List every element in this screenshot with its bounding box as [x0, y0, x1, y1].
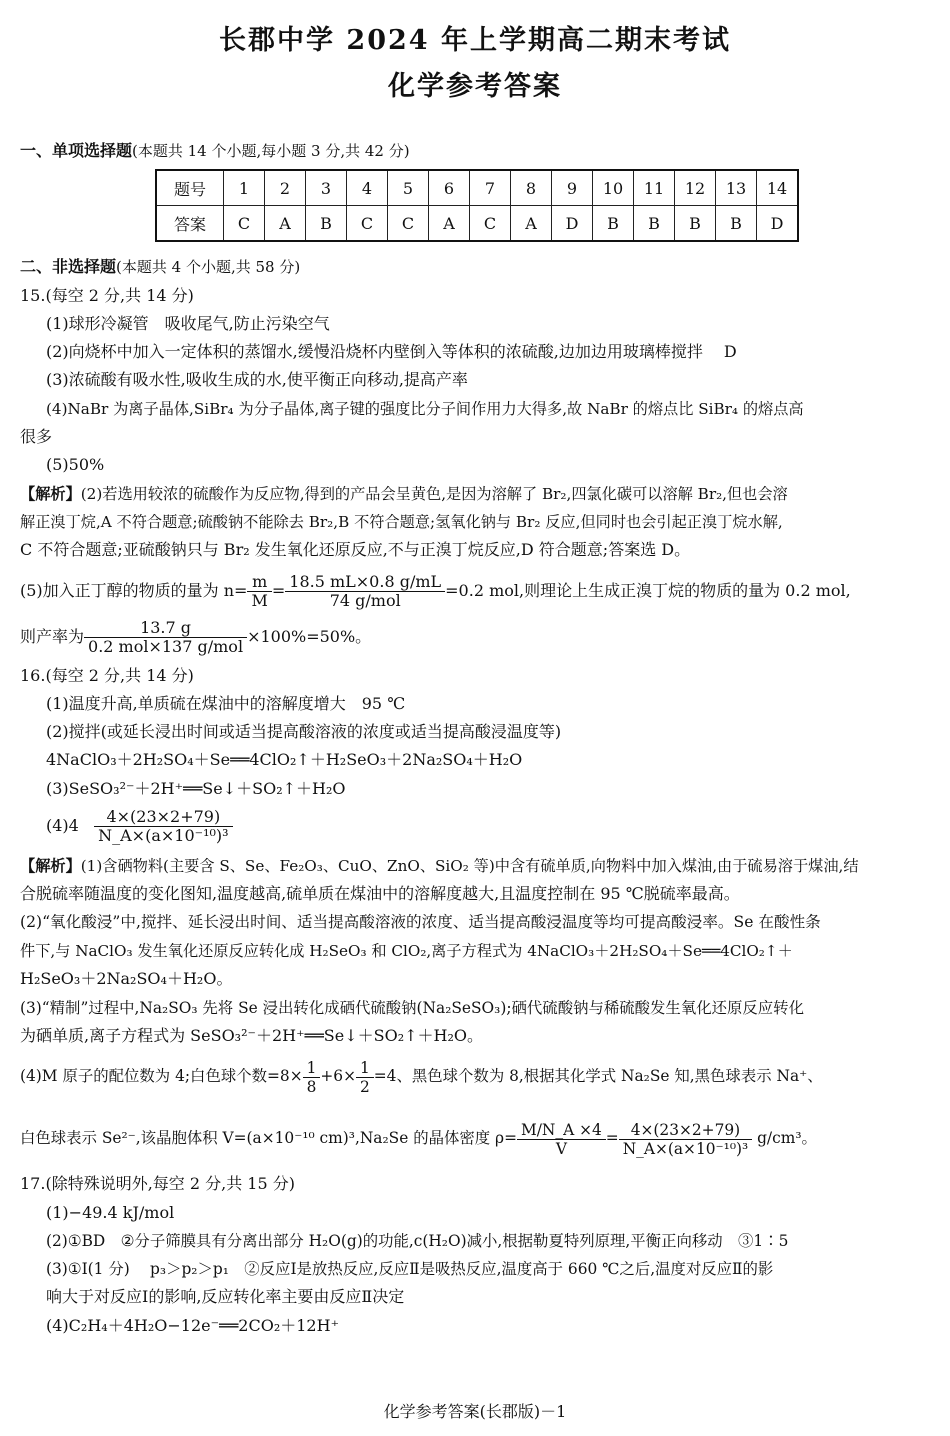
answer-cell: A — [511, 206, 552, 242]
page-subtitle: 化学参考答案 — [388, 71, 562, 102]
fraction: $\frac{13.7 g}{\text{0.2 mol×137 g/mol}}$ — [84, 619, 247, 656]
section2-note: (本题共 4 个小题,共 58 分) — [116, 258, 301, 276]
answer-cell: C — [388, 206, 429, 242]
section2-heading: 二、非选择题 — [20, 257, 117, 276]
q16-analysis-line8: (4)M 原子的配位数为 4;白色球个数=8× $\frac{1}{8}$ +6× $\frac{1}{2}$ =4、黑色球个数为 8,根据其化学式 Na₂Se 知,黑色球表示 Na⁺、 — [20, 1058, 823, 1096]
page-title: 长郡中学 2024 年上学期高二期末考试 — [219, 25, 731, 56]
fraction: $\frac{1}{2}$ — [356, 1059, 374, 1096]
q16-answer-2: (2)搅拌(或延长浸出时间或适当提高酸溶液的浓度或适当提高酸浸温度等) — [46, 722, 562, 741]
answer-table — [155, 169, 799, 242]
q16-analysis-line1: 【解析】(1)含硒物料(主要含 S、Se、Fe₂O₃、CuO、ZnO、SiO₂ 等)中含有硫单质,向物料中加入煤油,由于硫易溶于煤油,结 — [20, 857, 859, 875]
q17-answer-3-cont: 响大于对反应Ⅰ的影响,反应转化率主要由反应Ⅱ决定 — [46, 1287, 405, 1306]
question-number: 2 — [265, 170, 306, 206]
q16-analysis-line9: 白色球表示 Se²⁻,该晶胞体积 V=(a×10⁻¹⁰ cm)³,Na₂Se 的晶体密度 ρ= $\frac{M/N\_A \times 4}{V}$ = $\frac{4\times(23\times 2+79)}{\text{N\_A×(a×10⁻¹⁰)³}}$ g/cm³。 — [20, 1120, 817, 1158]
q15-answer-3: (3)浓硫酸有吸水性,吸收生成的水,使平衡正向移动,提高产率 — [46, 370, 468, 389]
q15-calc-line2: 则产率为 $\frac{13.7 g}{\text{0.2 mol×137 g/mol}}$ ×100%=50%。 — [20, 618, 372, 656]
question-number: 13 — [716, 170, 757, 206]
q16-analysis-line4: 件下,与 NaClO₃ 发生氧化还原反应转化成 H₂SeO₃ 和 ClO₂,离子方程式为 4NaClO₃＋2H₂SO₄＋Se══4ClO₂↑＋ — [20, 942, 793, 960]
question-number: 1 — [224, 170, 265, 206]
fraction: $\frac{18.5 mL\times 0.8 g/mL}{\text{74 g/mol}}$ — [285, 573, 445, 610]
fraction: $\frac{M/N\_A \times 4}{V}$ — [517, 1121, 606, 1158]
q15-answer-4-cont: 很多 — [20, 427, 53, 446]
q15-answer-5: (5)50% — [46, 455, 105, 474]
q15-answer-2: (2)向烧杯中加入一定体积的蒸馏水,缓慢沿烧杯内壁倒入等体积的浓硫酸,边加边用玻璃棒搅拌 D — [46, 342, 737, 361]
q15-analysis-line3: C 不符合题意;亚硫酸钠只与 Br₂ 发生氧化还原反应,不与正溴丁烷反应,D 符合题意;答案选 D。 — [20, 540, 691, 559]
analysis-tag: 【解析】 — [20, 485, 81, 503]
fraction: $\frac{m}{M}$ — [247, 573, 271, 610]
answer-cell: D — [757, 206, 799, 242]
question-number: 10 — [593, 170, 634, 206]
q17-answer-4: (4)C₂H₄＋4H₂O−12e⁻══2CO₂＋12H⁺ — [46, 1316, 340, 1335]
q15-calc-line1: (5)加入正丁醇的物质的量为 n= $\frac{m}{M}$ = $\frac{18.5 mL\times 0.8 g/mL}{\text{74 g/mol}}$ =0.2 mol,则理论上生成正溴丁烷的物质的量为 0.2 mol, — [20, 572, 851, 610]
fraction: $\frac{4\times(23\times 2+79)}{\text{N\_A×(a×10⁻¹⁰)³}}$ — [94, 808, 232, 845]
q16-header: 16.(每空 2 分,共 14 分) — [20, 666, 194, 685]
section2-header — [20, 256, 300, 278]
q17-header: 17.(除特殊说明外,每空 2 分,共 15 分) — [20, 1174, 295, 1193]
fraction: $\frac{1}{8}$ — [303, 1059, 321, 1096]
section1-header — [20, 140, 410, 162]
q16-answer-1: (1)温度升高,单质硫在煤油中的溶解度增大 95 ℃ — [46, 694, 406, 713]
question-number: 12 — [675, 170, 716, 206]
page-footer: 化学参考答案(长郡版)－1 — [383, 1402, 567, 1421]
q16-equation: 4NaClO₃＋2H₂SO₄＋Se══4ClO₂↑＋H₂SeO₃＋2Na₂SO₄＋H₂O — [46, 750, 523, 769]
q16-analysis-line7: 为硒单质,离子方程式为 SeSO₃²⁻＋2H⁺══Se↓＋SO₂↑＋H₂O。 — [20, 1026, 484, 1045]
q15-answer-1: (1)球形冷凝管 吸收尾气,防止污染空气 — [46, 314, 330, 333]
q16-analysis-line5: H₂SeO₃＋2Na₂SO₄＋H₂O。 — [20, 969, 233, 988]
row-label-number: 题号 — [156, 170, 224, 206]
question-number: 7 — [470, 170, 511, 206]
answer-cell: C — [224, 206, 265, 242]
section1-heading: 一、单项选择题 — [20, 141, 133, 160]
table-row-answers — [156, 206, 798, 242]
row-label-answer: 答案 — [156, 206, 224, 242]
question-number: 5 — [388, 170, 429, 206]
answer-cell: D — [552, 206, 593, 242]
answer-cell: C — [470, 206, 511, 242]
answer-cell: A — [429, 206, 470, 242]
answer-cell: B — [675, 206, 716, 242]
question-number: 6 — [429, 170, 470, 206]
answer-cell: B — [634, 206, 675, 242]
question-number: 11 — [634, 170, 675, 206]
answer-cell: B — [306, 206, 347, 242]
q15-answer-4: (4)NaBr 为离子晶体,SiBr₄ 为分子晶体,离子键的强度比分子间作用力大得多,故 NaBr 的熔点比 SiBr₄ 的熔点高 — [46, 400, 804, 418]
question-number: 8 — [511, 170, 552, 206]
q16-analysis-line2: 合脱硫率随温度的变化图知,温度越高,硫单质在煤油中的溶解度越大,且温度控制在 95 ℃脱硫率最高。 — [20, 884, 740, 903]
table-row-numbers — [156, 170, 798, 206]
fraction: $\frac{4\times(23\times 2+79)}{\text{N\_A×(a×10⁻¹⁰)³}}$ — [619, 1121, 752, 1158]
question-number: 4 — [347, 170, 388, 206]
q16-answer-4: (4)4 $\frac{4\times(23\times 2+79)}{\text{N\_A×(a×10⁻¹⁰)³}}$ — [46, 806, 233, 846]
question-number: 3 — [306, 170, 347, 206]
answer-cell: B — [593, 206, 634, 242]
q17-answer-2: (2)①BD ②分子筛膜具有分离出部分 H₂O(g)的功能,c(H₂O)减小,根据勒夏特列原理,平衡正向移动 ③1∶5 — [46, 1232, 789, 1250]
q17-answer-1: (1)−49.4 kJ/mol — [46, 1203, 175, 1222]
question-number: 9 — [552, 170, 593, 206]
section1-note: (本题共 14 个小题,每小题 3 分,共 42 分) — [132, 142, 410, 160]
analysis-tag: 【解析】 — [20, 857, 81, 875]
question-number: 14 — [757, 170, 799, 206]
q15-analysis-line1: 【解析】(2)若选用较浓的硫酸作为反应物,得到的产品会呈黄色,是因为溶解了 Br₂,四氯化碳可以溶解 Br₂,但也会溶 — [20, 485, 788, 503]
answer-cell: C — [347, 206, 388, 242]
q16-analysis-line3: (2)“氧化酸浸”中,搅拌、延长浸出时间、适当提高酸溶液的浓度、适当提高酸浸温度等均可提高酸浸率。Se 在酸性条 — [20, 913, 821, 931]
answer-cell: B — [716, 206, 757, 242]
q16-answer-3: (3)SeSO₃²⁻＋2H⁺══Se↓＋SO₂↑＋H₂O — [46, 779, 346, 798]
q16-analysis-line6: (3)“精制”过程中,Na₂SO₃ 先将 Se 浸出转化成硒代硫酸钠(Na₂SeSO₃);硒代硫酸钠与稀硫酸发生氧化还原反应转化 — [20, 999, 804, 1017]
q15-analysis-line2: 解正溴丁烷,A 不符合题意;硫酸钠不能除去 Br₂,B 不符合题意;氢氧化钠与 Br₂ 反应,但同时也会引起正溴丁烷水解, — [20, 513, 783, 531]
q15-header: 15.(每空 2 分,共 14 分) — [20, 286, 194, 305]
answer-cell: A — [265, 206, 306, 242]
q17-answer-3: (3)①Ⅰ(1 分) p₃＞p₂＞p₁ ②反应Ⅰ是放热反应,反应Ⅱ是吸热反应,温度高于 660 ℃之后,温度对反应Ⅱ的影 — [46, 1260, 774, 1278]
